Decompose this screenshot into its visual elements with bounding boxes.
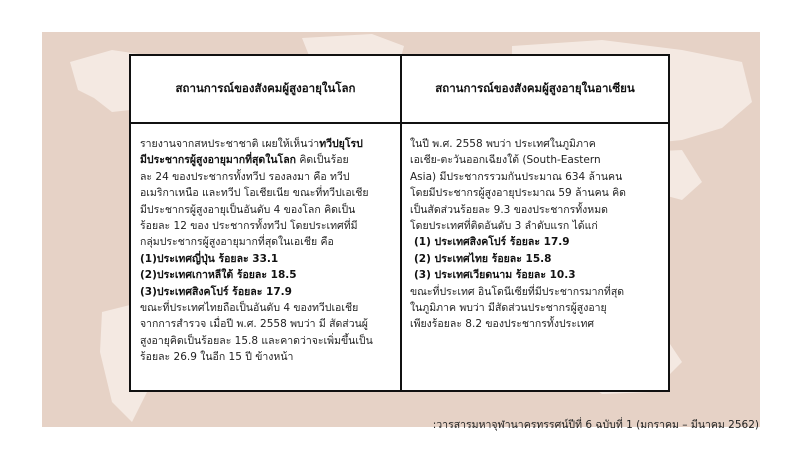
body-text: ร้อยละ 12 ของ ประชากรทั้งทวีป โดยประเทศที่มี — [140, 220, 358, 233]
text-line — [410, 316, 662, 332]
text-line — [140, 300, 392, 316]
asean-aging-text — [410, 136, 662, 333]
emphasis-text: ทวีปยุโรป — [319, 138, 363, 150]
emphasis-text: (2) ประเทศไทย ร้อยละ 15.8 — [414, 252, 552, 265]
body-text: เพียงร้อยละ 8.2 ของประชากรทั้งประเทศ — [410, 318, 595, 331]
body-text: กลุ่มประชากรผู้สูงอายุมากที่สุดในเอเชีย คือ — [140, 236, 334, 249]
source-citation: :วารสารมหาจุฬานาครทรรศน์ปีที่ 6 ฉบับที่ 1 (มกราคม – มีนาคม 2562) — [432, 419, 759, 431]
text-line — [140, 202, 392, 218]
text-line — [140, 218, 392, 234]
body-text: ขณะที่ประเทศ อินโดนีเซียที่มีประชากรมากที่สุด — [410, 285, 625, 298]
header-divider — [131, 122, 668, 124]
text-line — [140, 185, 392, 201]
body-text: มีประชากรผู้สูงอายุเป็นอันดับ 4 ของโลก คิดเป็น — [140, 203, 356, 216]
text-line — [410, 234, 662, 250]
text-line — [140, 316, 392, 332]
text-line — [410, 300, 662, 316]
header-asean-aging: สถานการณ์ของสังคมผู้สูงอายุในอาเซียน — [435, 81, 635, 95]
body-text: โดยประเทศที่ติดอันดับ 3 ลำดับแรก ได้แก่ — [410, 220, 598, 233]
body-text: ร้อยละ 26.9 ในอีก 15 ปี ข้างหน้า — [140, 351, 294, 364]
body-text: ละ 24 ของประชากรทั้งทวีป รองลงมา คือ ทวีป — [140, 170, 350, 183]
emphasis-text: (3) ประเทศเวียดนาม ร้อยละ 10.3 — [414, 269, 576, 282]
text-line — [140, 152, 392, 168]
text-line — [140, 234, 392, 250]
emphasis-text: (1) ประเทศสิงคโปร์ ร้อยละ 17.9 — [414, 236, 570, 249]
header-world-aging: สถานการณ์ของสังคมผู้สูงอายุในโลก — [175, 81, 356, 95]
body-text: สูงอายุคิดเป็นร้อยละ 15.8 และคาดว่าจะเพิ่มขึ้นเป็น — [140, 334, 373, 347]
text-line — [410, 267, 662, 283]
text-line — [140, 169, 392, 185]
body-text: Asia) มีประชากรรวมกันประมาณ 634 ล้านคน — [410, 170, 623, 183]
text-line — [140, 136, 392, 152]
text-line — [410, 185, 662, 201]
body-text: คิดเป็นร้อย — [296, 154, 349, 167]
world-aging-text — [140, 136, 392, 366]
text-line — [410, 202, 662, 218]
body-text: ในปี พ.ศ. 2558 พบว่า ประเทศในภูมิภาค — [410, 138, 596, 150]
body-text: อเมริกาเหนือ และทวีป โอเชียเนีย ขณะที่ทวีปเอเชีย — [140, 187, 369, 200]
body-text: ในภูมิภาค พบว่า มีสัดส่วนประชากรผู้สูงอายุ — [410, 302, 607, 315]
body-text: ขณะที่ประเทศไทยถือเป็นอันดับ 4 ของทวีปเอเชีย — [140, 302, 359, 315]
text-line — [410, 251, 662, 267]
text-line — [140, 349, 392, 365]
body-text: โดยมีประชากรผู้สูงอายุประมาณ 59 ล้านคน คิด — [410, 187, 626, 200]
text-line — [140, 284, 392, 300]
body-text: เอเชีย-ตะวันออกเฉียงใต้ (South-Eastern — [410, 154, 601, 167]
text-line — [410, 169, 662, 185]
text-line — [410, 152, 662, 168]
text-line — [410, 218, 662, 234]
emphasis-text: มีประชากรผู้สูงอายุมากที่สุดในโลก — [140, 154, 296, 167]
text-line — [140, 267, 392, 283]
body-text: เป็นสัดส่วนร้อยละ 9.3 ของประชากรทั้งหมด — [410, 203, 608, 216]
emphasis-text: (3)ประเทศสิงคโปร์ ร้อยละ 17.9 — [140, 285, 292, 298]
comparison-table — [129, 54, 670, 392]
body-text: จากการสำรวจ เมื่อปี พ.ศ. 2558 พบว่า มี สัดส่วนผู้ — [140, 318, 368, 331]
body-text: รายงานจากสหประชาชาติ เผยให้เห็นว่า — [140, 138, 320, 150]
text-line — [140, 251, 392, 267]
text-line — [410, 284, 662, 300]
text-line — [140, 333, 392, 349]
emphasis-text: (1)ประเทศญี่ปุ่น ร้อยละ 33.1 — [140, 252, 279, 265]
text-line — [410, 136, 662, 152]
emphasis-text: (2)ประเทศเกาหลีใต้ ร้อยละ 18.5 — [140, 269, 297, 282]
